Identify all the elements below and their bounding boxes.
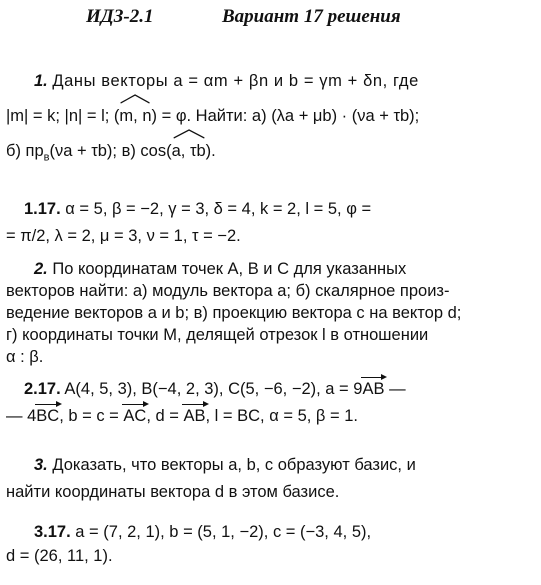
task-1-text-2a: |m| = k; |n| = l; ( [6,107,120,125]
variant-2-text-2a: — 4 [6,407,37,425]
variant-1-17 [6,196,536,250]
variant-3-text-2: d = (26, 11, 1). [6,547,113,565]
variant-3-17 [6,520,536,568]
angle-a-tb-label: a, τb [171,142,206,160]
task-3-text-1: Доказать, что векторы a, b, c образуют базис, и [52,456,416,474]
assignment-code: ИДЗ-2.1 [86,6,154,27]
task-2-text-3: ведение векторов a и b; в) проекцию вектора c на вектор d; [6,304,462,322]
vector-ab-2: AB [183,403,205,430]
task-1-text-1: Даны векторы a = αm + βn и b = γm + δn, где [52,72,419,90]
variant-2-line-2 [6,403,536,430]
task-3 [6,452,536,506]
vector-ac: AC [123,403,146,430]
task-2-number: 2. [34,260,48,278]
variant-title: Вариант 17 решения [222,6,401,27]
task-1-text-3b: (νa + τb); в) cos( [49,142,172,160]
task-1 [6,68,536,171]
variant-2-text-2d: , l = BC, α = 5, β = 1. [205,407,358,425]
variant-1-text-1: α = 5, β = −2, γ = 3, δ = 4, k = 2, l = 5, φ = [65,200,372,218]
variant-2-text-1a: A(4, 5, 3), B(−4, 2, 3), C(5, −6, −2), a = 9 [64,380,363,398]
variant-2-text-2b: , b = c = [59,407,124,425]
angle-a-tb [172,138,206,165]
task-2-text-1: По координатам точек A, B и C для указанных [52,260,407,278]
task-2-line-1 [6,258,536,280]
variant-2-text-1b: — [384,380,406,398]
task-1-line-1 [6,68,536,95]
task-2-text-4: г) координаты точки M, делящей отрезок l в отношении [6,326,429,344]
angle-mn-label: m, n [119,107,152,125]
task-1-text-2b: ) = φ. Найти: а) (λa + μb) · (νa + τb); [151,107,420,125]
task-2-text-2: векторов найти: а) модуль вектора a; б) скалярное произ- [6,282,450,300]
task-3-line-1 [6,452,536,479]
variant-1-line-1 [6,196,536,223]
vector-bc: BC [36,403,59,430]
task-1-line-3 [6,138,536,171]
vector-ab-1: AB [362,376,384,403]
task-1-text-3c: ). [205,142,216,160]
variant-3-line-1 [6,520,536,544]
task-2-text-5: α : β. [6,348,44,366]
page-header [0,6,541,34]
variant-2-text-2c: , d = [146,407,184,425]
variant-1-text-2: = π/2, λ = 2, μ = 3, ν = 1, τ = −2. [6,227,241,245]
variant-1-number: 1.17. [24,200,61,218]
task-1-subscript: в [43,151,50,164]
task-1-line-2 [6,103,536,130]
variant-3-number: 3.17. [34,523,71,541]
task-2 [6,258,536,368]
variant-2-17 [6,376,536,430]
variant-2-line-1 [6,376,536,403]
task-1-number: 1. [34,72,48,90]
angle-mn [119,103,151,130]
task-3-number: 3. [34,456,48,474]
variant-2-number: 2.17. [24,380,61,398]
task-3-text-2: найти координаты вектора d в этом базисе. [6,483,340,501]
variant-3-text-1: a = (7, 2, 1), b = (5, 1, −2), c = (−3, 4, 5), [75,523,372,541]
variant-1-line-2 [6,223,536,250]
task-1-text-3a: б) пр [6,142,44,160]
